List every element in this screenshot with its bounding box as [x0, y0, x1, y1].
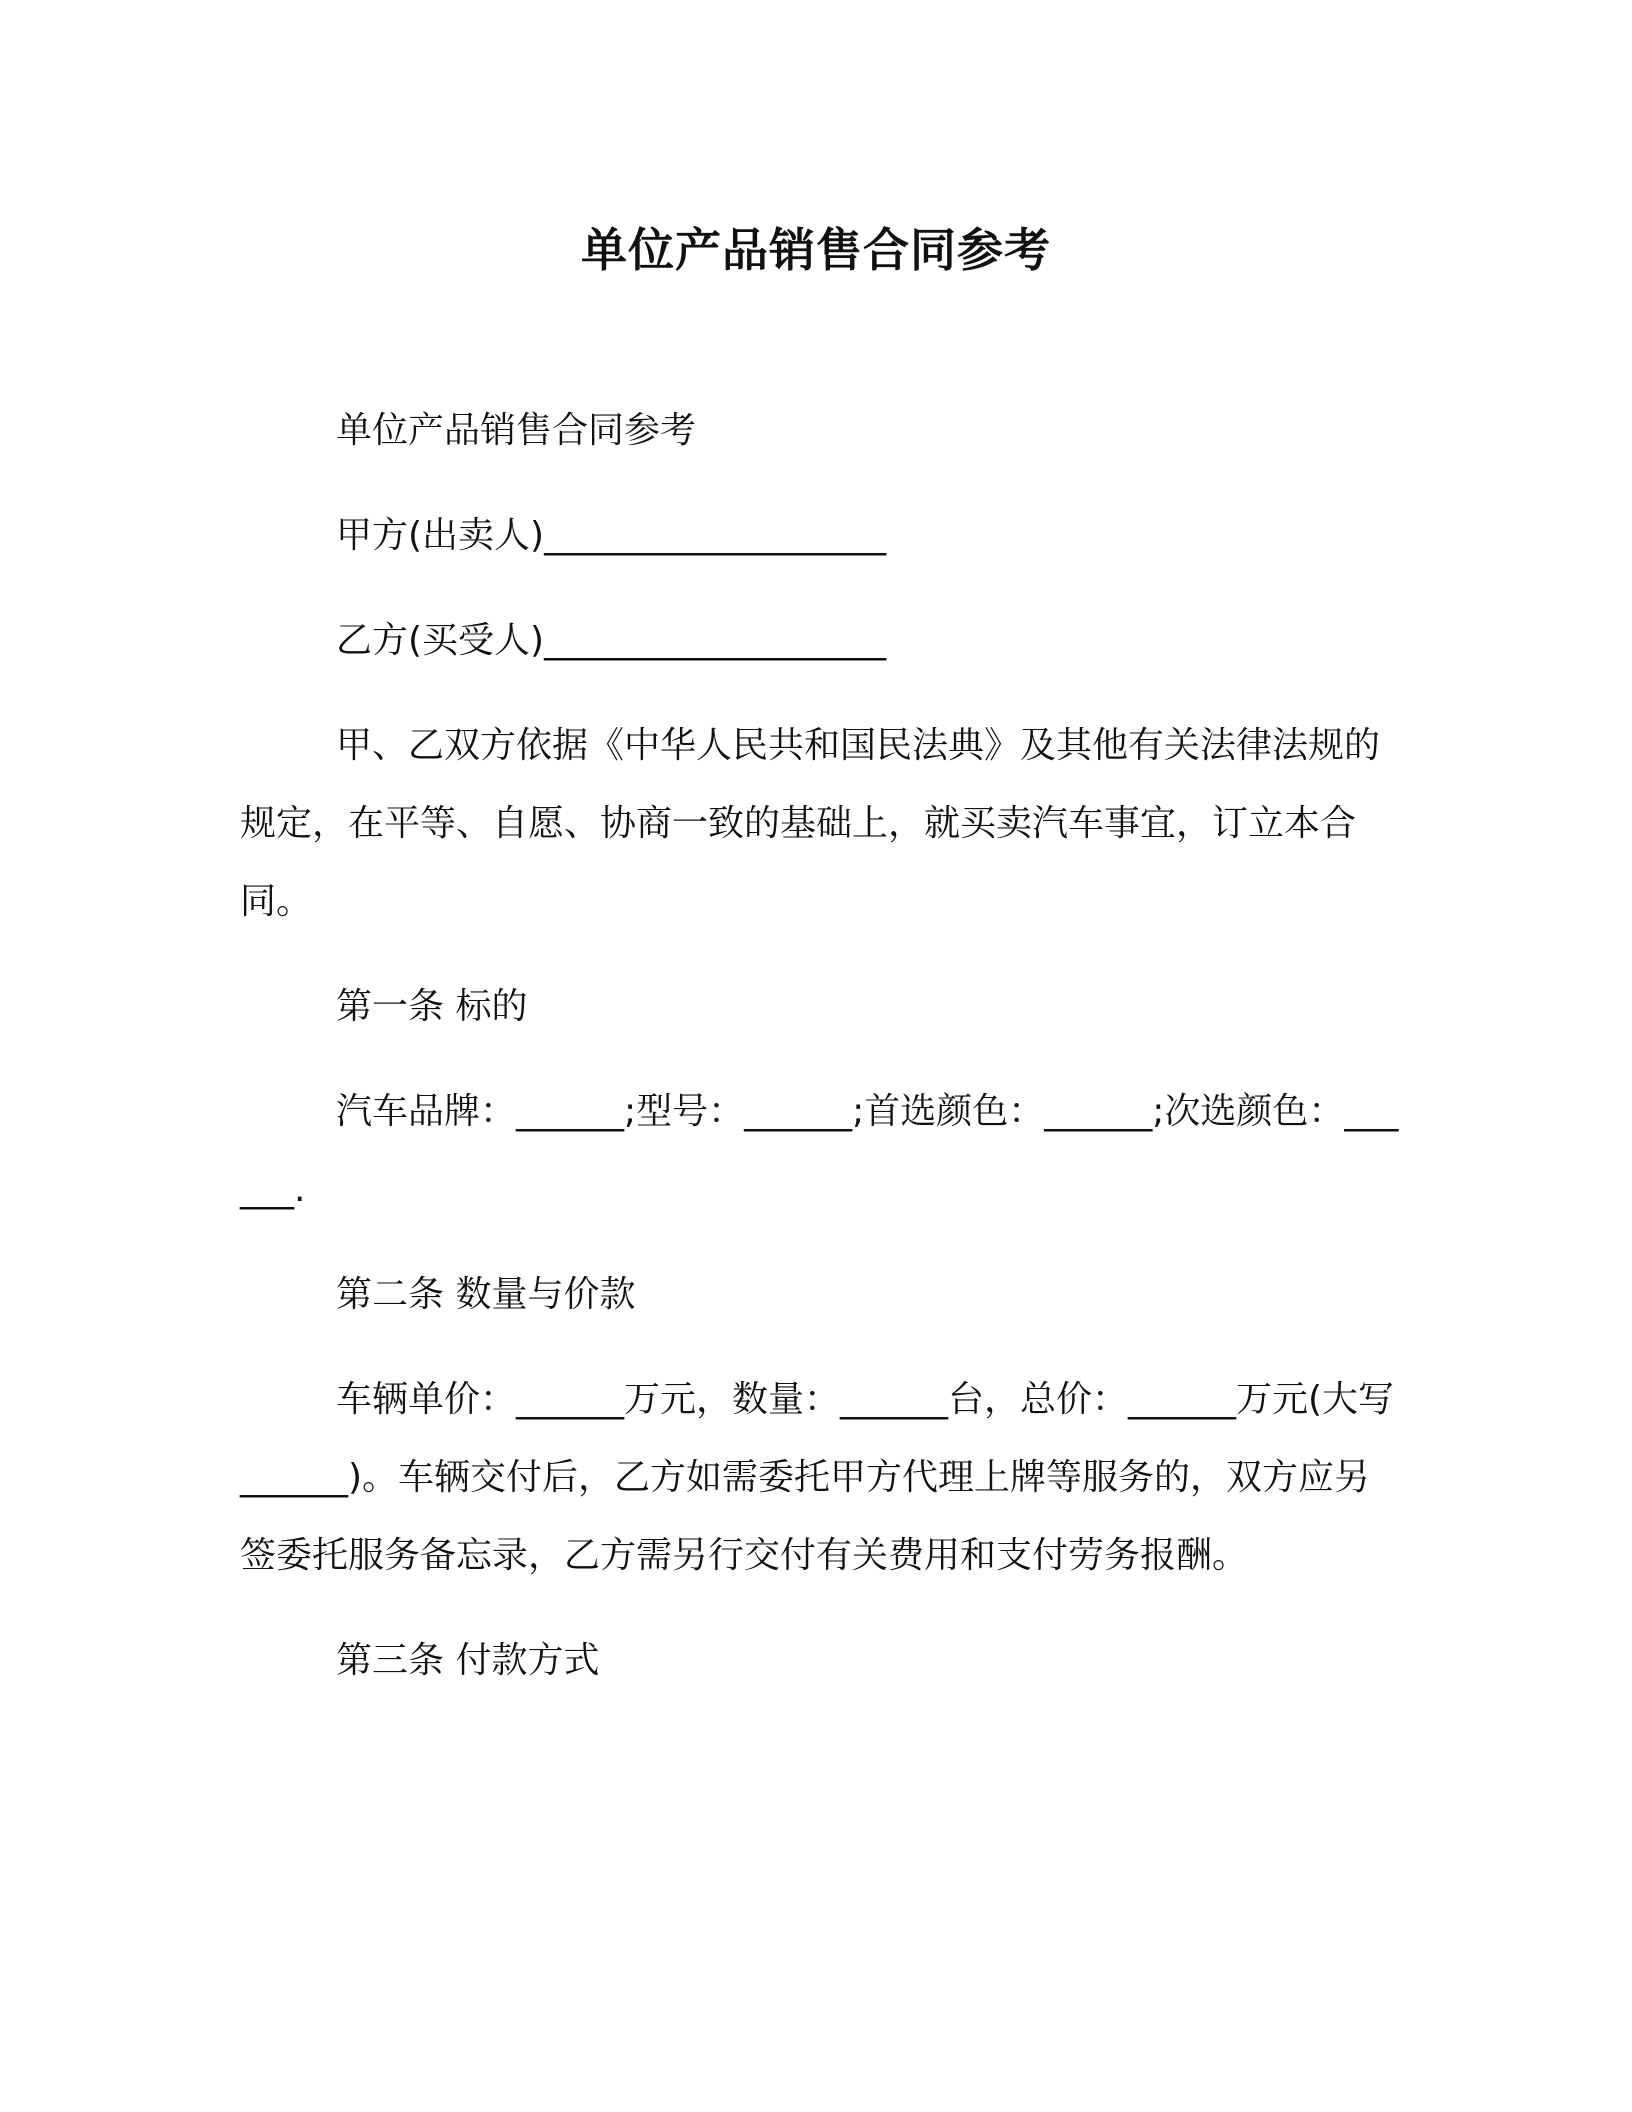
paragraph-article-1-content: 汽车品牌：______;型号：______;首选颜色：______;次选颜色：______. [240, 1091, 1399, 1210]
paragraph-party-b: 乙方(买受人)___________________ [336, 620, 887, 661]
paragraph-party-a: 甲方(出卖人)___________________ [336, 515, 887, 556]
document-body [240, 392, 1400, 1727]
document-title: 单位产品销售合同参考 [581, 223, 1051, 277]
heading-article-2: 第二条 数量与价款 [336, 1274, 636, 1315]
heading-article-3: 第三条 付款方式 [336, 1640, 600, 1681]
paragraph-preamble: 甲、乙双方依据《中华人民共和国民法典》及其他有关法律法规的规定，在平等、自愿、协商一致的基础上，就买卖汽车事宜，订立本合同。 [240, 725, 1381, 922]
paragraph-article-2-content: 车辆单价：______万元，数量：______台，总价：______万元(大写______)。车辆交付后，乙方如需委托甲方代理上牌等服务的，双方应另签委托服务备忘录，乙方需另行交付有关费用和支付劳务报酬。 [240, 1379, 1395, 1576]
heading-article-1: 第一条 标的 [336, 986, 528, 1027]
paragraph-subtitle: 单位产品销售合同参考 [336, 410, 697, 451]
